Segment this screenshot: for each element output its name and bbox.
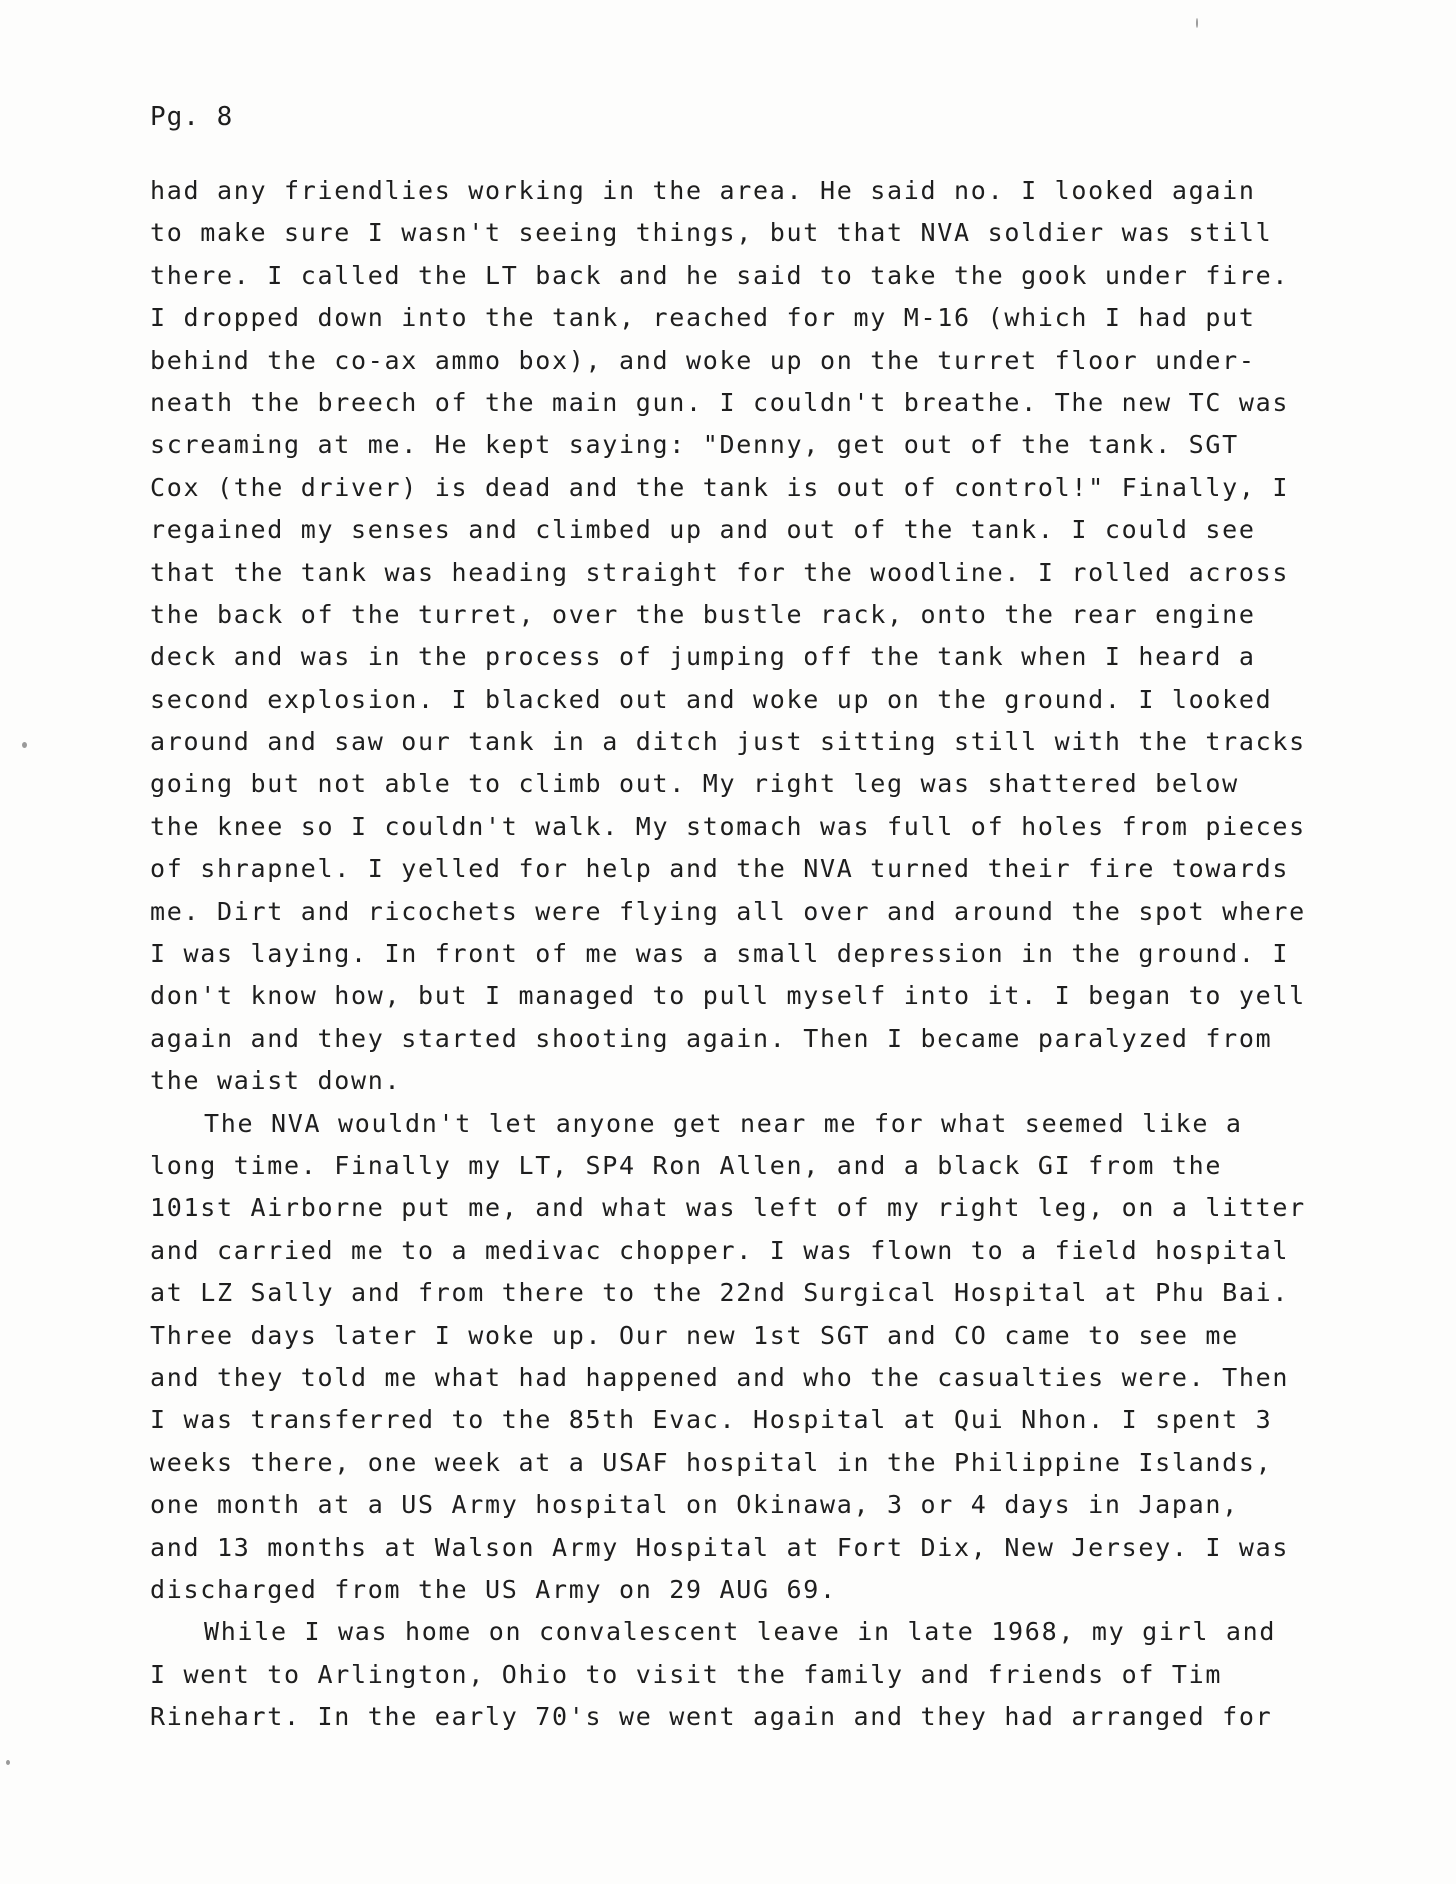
text-line: long time. Finally my LT, SP4 Ron Allen, and a black GI from the xyxy=(150,1150,1223,1180)
text-line: and carried me to a medivac chopper. I was flown to a field hospital xyxy=(150,1235,1290,1265)
text-line: screaming at me. He kept saying: "Denny, get out of the tank. SGT xyxy=(150,430,1239,460)
text-line: again and they started shooting again. Then I became paralyzed from xyxy=(150,1023,1273,1053)
text-line: there. I called the LT back and he said to take the gook under fire. xyxy=(150,260,1290,290)
text-line: and 13 months at Walson Army Hospital at Fort Dix, New Jersey. I was xyxy=(150,1532,1290,1562)
text-line: I went to Arlington, Ohio to visit the family and friends of Tim xyxy=(150,1659,1223,1689)
text-line: I was transferred to the 85th Evac. Hospital at Qui Nhon. I spent 3 xyxy=(150,1405,1273,1435)
text-line: the waist down. xyxy=(150,1066,402,1096)
text-line: around and saw our tank in a ditch just sitting still with the tracks xyxy=(150,727,1306,757)
text-line: of shrapnel. I yelled for help and the NVA turned their fire towards xyxy=(150,854,1290,884)
text-line: second explosion. I blacked out and woke up on the ground. I looked xyxy=(150,684,1273,714)
text-line: don't know how, but I managed to pull myself into it. I began to yell xyxy=(150,981,1306,1011)
text-line: neath the breech of the main gun. I couldn't breathe. The new TC was xyxy=(150,387,1290,417)
page-number: Pg. 8 xyxy=(150,102,234,132)
paragraph-start-line: While I was home on convalescent leave in late 1968, my girl and xyxy=(204,1617,1277,1647)
text-line: one month at a US Army hospital on Okinawa, 3 or 4 days in Japan, xyxy=(150,1490,1239,1520)
text-line: Cox (the driver) is dead and the tank is out of control!" Finally, I xyxy=(150,472,1290,502)
text-line: regained my senses and climbed up and out of the tank. I could see xyxy=(150,515,1256,545)
paper-speck xyxy=(22,742,27,748)
text-line: Three days later I woke up. Our new 1st SGT and CO came to see me xyxy=(150,1320,1239,1350)
text-line: deck and was in the process of jumping off the tank when I heard a xyxy=(150,642,1256,672)
text-line: behind the co-ax ammo box), and woke up on the turret floor under- xyxy=(150,345,1256,375)
text-line: the back of the turret, over the bustle rack, onto the rear engine xyxy=(150,599,1256,629)
paper-speck xyxy=(6,1760,10,1765)
text-line: discharged from the US Army on 29 AUG 69. xyxy=(150,1574,837,1604)
text-line: to make sure I wasn't seeing things, but that NVA soldier was still xyxy=(150,218,1273,248)
text-line: I was laying. In front of me was a small depression in the ground. I xyxy=(150,939,1290,969)
text-line: at LZ Sally and from there to the 22nd Surgical Hospital at Phu Bai. xyxy=(150,1278,1290,1308)
text-line: and they told me what had happened and who the casualties were. Then xyxy=(150,1362,1290,1392)
text-line: I dropped down into the tank, reached for my M-16 (which I had put xyxy=(150,303,1256,333)
text-line: Rinehart. In the early 70's we went again and they had arranged for xyxy=(150,1702,1273,1732)
text-line: that the tank was heading straight for the woodline. I rolled across xyxy=(150,557,1290,587)
text-line: had any friendlies working in the area. He said no. I looked again xyxy=(150,176,1256,205)
text-line: the knee so I couldn't walk. My stomach was full of holes from pieces xyxy=(150,811,1306,841)
text-line: 101st Airborne put me, and what was left of my right leg, on a litter xyxy=(150,1193,1306,1223)
text-line: going but not able to climb out. My right leg was shattered below xyxy=(150,769,1239,799)
body-text xyxy=(150,170,1350,1738)
text-line: weeks there, one week at a USAF hospital in the Philippine Islands, xyxy=(150,1447,1273,1477)
paper-speck xyxy=(1196,18,1198,28)
text-line: me. Dirt and ricochets were flying all over and around the spot where xyxy=(150,896,1306,926)
paragraph-start-line: The NVA wouldn't let anyone get near me for what seemed like a xyxy=(204,1108,1243,1138)
